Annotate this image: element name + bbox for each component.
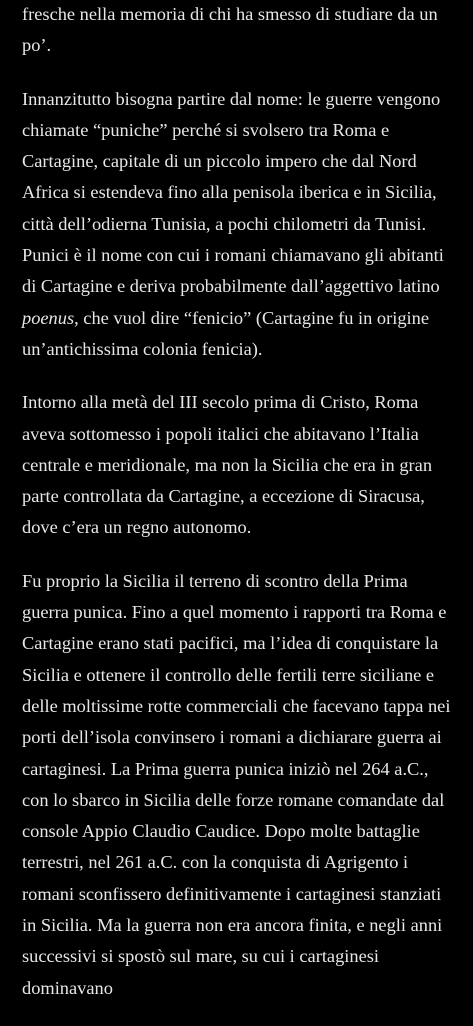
paragraph-text: fresche nella memoria di chi ha smesso di studiare da un po’. <box>22 4 438 56</box>
paragraph-text-continued: , che vuol dire “fenicio” (Cartagine fu in origine un’antichissima colonia fenicia). <box>22 307 430 359</box>
paragraph-intro-tail <box>22 0 454 62</box>
paragraph-first-punic-war <box>22 566 454 1004</box>
paragraph-historical-context <box>22 387 454 543</box>
paragraph-name-origin <box>22 84 454 366</box>
paragraph-text: Fu proprio la Sicilia il terreno di scontro della Prima guerra punica. Fino a quel momento i rapporti tra Roma e Cartagine erano stati pacifici, ma l’idea di conquistare la Sicilia e ottenere il controllo delle fertili terre siciliane e delle moltissime rotte commerciali che facevano tappa nei porti dell’isola convinsero i romani a dichiarare guerra ai cartaginesi. La Prima guerra punica iniziò nel 264 a.C., con lo sbarco in Sicilia delle forze romane comandate dal console Appio Claudio Caudice. Dopo molte battaglie terrestri, nel 261 a.C. con la conquista di Agrigento i romani sconfissero definitivamente i cartaginesi stanziati in Sicilia. Ma la guerra non era ancora finita, e negli anni successivi si spostò sul mare, su cui i cartaginesi dominavano <box>22 570 451 998</box>
paragraph-text: Intorno alla metà del III secolo prima di Cristo, Roma aveva sottomesso i popoli italici che abitavano l’Italia centrale e meridionale, ma non la Sicilia che era in gran parte controllata da Cartagine, a eccezione di Siracusa, dove c’era un regno autonomo. <box>22 392 433 538</box>
paragraph-text: Innanzitutto bisogna partire dal nome: le guerre vengono chiamate “puniche” perché si svolsero tra Roma e Cartagine, capitale di un piccolo impero che dal Nord Africa si estendeva fino alla penisola iberica e in Sicilia, città dell’odierna Tunisia, a pochi chilometri da Tunisi. Punici è il nome con cui i romani chiamavano gli abitanti di Cartagine e deriva probabilmente dall’aggettivo latino <box>22 88 444 297</box>
latin-term: poenus <box>22 307 75 328</box>
article-body <box>22 0 454 1026</box>
